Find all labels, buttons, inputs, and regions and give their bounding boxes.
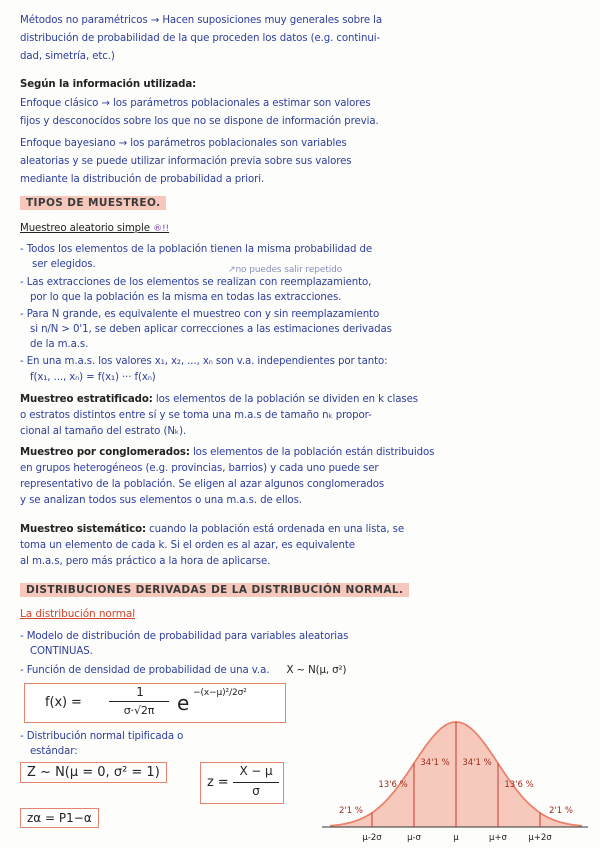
mas-mark: ®!!: [153, 224, 170, 234]
formula-fraction-bar: [109, 701, 169, 702]
estratificado-text-1: los elementos de la población se dividen en k clases: [152, 394, 419, 405]
mas-line-1: - Todos los elementos de la población tienen la misma probabilidad de: [20, 244, 373, 255]
formula-e: e: [177, 691, 190, 715]
formula-numerator: 1: [136, 685, 144, 699]
estratificado-line-2: o estratos distintos entre sí y se toma una m.a.s de tamaño nₖ propor-: [20, 410, 372, 421]
bayes-line-1: Enfoque bayesiano → los parámetros poblacionales son variables: [20, 138, 347, 149]
tick-label: μ+σ: [489, 833, 507, 843]
z-alpha-box: zα = P1−α: [20, 808, 99, 828]
conglomerados-line-3: representativo de la población. Se eligen al azar algunos conglomerados: [20, 479, 385, 490]
mas-note: ↗no puedes salir repetido: [228, 265, 343, 275]
region-label: 34'1 %: [420, 758, 450, 768]
intro-line-3: dad, simetría, etc.): [20, 51, 115, 62]
conglomerados-line-1: [20, 446, 434, 459]
sistematico-line-1: [20, 523, 404, 536]
sistematico-text-1: cuando la población está ordenada en una lista, se: [145, 524, 405, 535]
intro-line-1: Métodos no paramétricos → Hacen suposiciones muy generales sobre la: [20, 15, 382, 26]
normal-line-2: CONTINUAS.: [30, 646, 93, 657]
normal-line-3: [20, 664, 346, 677]
sistematico-line-2: toma un elemento de cada k. Si el orden es al azar, es equivalente: [20, 540, 355, 551]
normal-curve-chart: [320, 705, 590, 848]
region-label: 13'6 %: [504, 780, 534, 790]
mas-title: [20, 222, 169, 236]
clasico-line-1: Enfoque clásico → los parámetros poblacionales a estimar son valores: [20, 98, 371, 109]
z-fraction-bar: [233, 782, 279, 783]
tick-label: μ: [453, 833, 459, 843]
z-denominator: σ: [252, 784, 260, 798]
dist-heading: DISTRIBUCIONES DERIVADAS DE LA DISTRIBUCIÓN NORMAL.: [20, 583, 409, 597]
tick-label: μ-2σ: [362, 833, 382, 843]
formula-denominator: σ·√2π: [123, 704, 155, 717]
intro-line-2: distribución de probabilidad de la que proceden los datos (e.g. continui-: [20, 33, 381, 44]
mas-line-4: por lo que la población es la misma en todas las extracciones.: [30, 292, 342, 303]
estratificado-line-3: cional al tamaño del estrato (Nₖ).: [20, 426, 187, 437]
mas-line-9: f(x₁, ..., xₙ) = f(x₁) ··· f(xₙ): [30, 372, 156, 383]
formula-lhs: f(x) =: [45, 695, 82, 710]
region-label: 34'1 %: [462, 758, 492, 768]
tipos-heading: TIPOS DE MUESTREO.: [20, 196, 166, 210]
region-label: 13'6 %: [378, 780, 408, 790]
bayes-line-2: aleatorias y se puede utilizar información previa sobre sus valores: [20, 156, 352, 167]
segun-title: Según la información utilizada:: [20, 79, 197, 90]
normal-title: La distribución normal: [20, 608, 136, 620]
clasico-line-2: fijos y desconocidos sobre los que no se dispone de información previa.: [20, 116, 379, 127]
mas-line-6: si n/N > 0'1, se deben aplicar correcciones a las estimaciones derivadas: [30, 324, 392, 335]
region-label: 2'1 %: [339, 806, 363, 816]
mas-line-8: - En una m.a.s. los valores x₁, x₂, ..., xₙ son v.a. independientes por tanto:: [20, 356, 388, 367]
mas-title-text: Muestreo aleatorio simple: [20, 223, 150, 234]
formula-exponent: −(x−μ)²/2σ²: [193, 688, 247, 698]
z-lhs: z =: [207, 775, 229, 790]
density-formula-box: [24, 683, 286, 723]
mas-line-7: de la m.a.s.: [30, 339, 89, 350]
sistematico-line-3: al m.a.s, pero más práctico a la hora de aplicarse.: [20, 556, 271, 567]
tick-label: μ-σ: [407, 833, 421, 843]
mas-line-5: - Para N grande, es equivalente el muestreo con y sin reemplazamiento: [20, 309, 380, 320]
tick-label: μ+2σ: [528, 833, 552, 843]
conglomerados-line-2: en grupos heterogéneos (e.g. provincias, barrios) y cada uno puede ser: [20, 463, 379, 474]
estratificado-line-1: [20, 393, 418, 406]
estratificado-title: Muestreo estratificado:: [20, 394, 153, 405]
tipificada-line-1: - Distribución normal tipificada o: [20, 731, 184, 742]
mas-line-3: - Las extracciones de los elementos se realizan con reemplazamiento,: [20, 277, 372, 288]
normal-line-1: - Modelo de distribución de probabilidad para variables aleatorias: [20, 631, 349, 642]
z-numerator: X − μ: [239, 764, 273, 778]
normal-notation: X ~ N(μ, σ²): [286, 665, 347, 676]
region-label: 2'1 %: [549, 806, 573, 816]
conglomerados-text-1: los elementos de la población están distribuidos: [189, 447, 435, 458]
conglomerados-title: Muestreo por conglomerados:: [20, 447, 190, 458]
bayes-line-3: mediante la distribución de probabilidad a priori.: [20, 174, 265, 185]
mas-line-2: ser elegidos.: [32, 259, 96, 270]
sistematico-title: Muestreo sistemático:: [20, 524, 146, 535]
z-formula-box: [200, 762, 284, 804]
normal-line-3-text: - Función de densidad de probabilidad de una v.a.: [20, 665, 270, 676]
conglomerados-line-4: y se analizan todos sus elementos o una m.a.s. de ellos.: [20, 495, 302, 506]
tipificada-line-2: estándar:: [30, 746, 78, 757]
standard-normal-box: Z ~ N(μ = 0, σ² = 1): [20, 762, 167, 783]
